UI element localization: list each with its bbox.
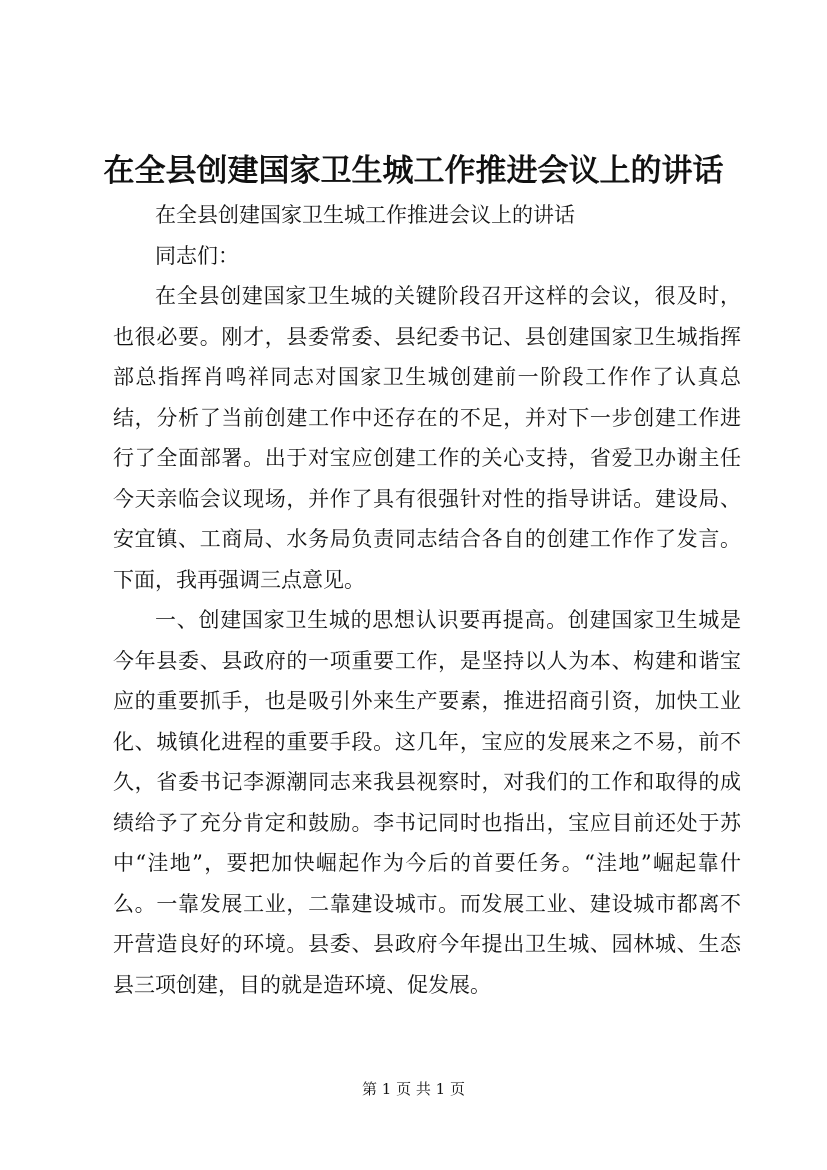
salutation-paragraph: 同志们： bbox=[155, 243, 239, 268]
document-title: 在全县创建国家卫生城工作推进会议上的讲话 bbox=[103, 153, 724, 189]
page-footer: 第 1 页 共 1 页 bbox=[362, 1080, 465, 1098]
subtitle-paragraph: 在全县创建国家卫生城工作推进会议上的讲话 bbox=[155, 203, 575, 227]
body-paragraph: 在全县创建国家卫生城的关键阶段召开这样的会议，很及时，也很必要。刚才，县委常委、县纪委书记、县创建国家卫生城指挥部总指挥肖鸣祥同志对国家卫生城创建前一阶段工作作了认真总结，分析了当前创建工作中还存在的不足，并对下一步创建工作进行了全面部署。出于对宝应创建工作的关心支持，省爱卫办谢主任今天亲临会议现场，并作了具有很强针对性的指导讲话。建设局、安宜镇、工商局、水务局负责同志结合各自的创建工作作了发言。下面，我再强调三点意见。 bbox=[113, 284, 741, 592]
body-paragraph: 一、创建国家卫生城的思想认识要再提高。创建国家卫生城是今年县委、县政府的一项重要工作，是坚持以人为本、构建和谐宝应的重要抓手，也是吸引外来生产要素，推进招商引资，加快工业化、城镇化进程的重要手段。这几年，宝应的发展来之不易，前不久，省委书记李源潮同志来我县视察时，对我们的工作和取得的成绩给予了充分肯定和鼓励。李书记同时也指出，宝应目前还处于苏中“洼地”，要把加快崛起作为今后的首要任务。“洼地”崛起靠什么。一靠发展工业，二靠建设城市。而发展工业、建设城市都离不开营造良好的环境。县委、县政府今年提出卫生城、园林城、生态县三项创建，目的就是造环境、促发展。 bbox=[113, 608, 741, 997]
document-body bbox=[113, 195, 741, 1005]
